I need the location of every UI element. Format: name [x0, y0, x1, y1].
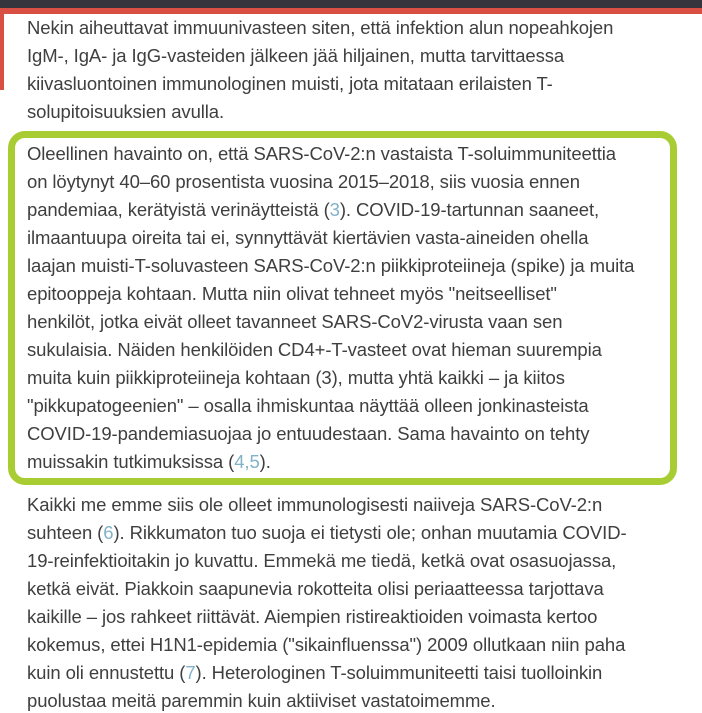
text-line [27, 448, 660, 476]
text-line [27, 140, 660, 168]
text-segment: kiivasluontoinen immunologinen muisti, jota mitataan erilaisten T- [27, 73, 553, 94]
text-segment: pandemiaa, kerätyistä verinäytteistä ( [27, 199, 330, 220]
paragraph-closing [27, 491, 702, 713]
reference-link[interactable]: 4,5 [234, 451, 260, 472]
text-segment: solupitoisuuksien avulla. [27, 101, 225, 122]
text-line [27, 420, 660, 448]
text-line [27, 575, 702, 603]
text-segment: ). COVID-19-tartunnan saaneet, [339, 199, 600, 220]
top-dark-bar [0, 0, 702, 8]
paragraph-intro [27, 14, 702, 126]
text-segment: sukulaisia. Näiden henkilöiden CD4+-T-vasteet ovat hieman suurempia [27, 339, 602, 360]
text-segment: laajan muisti-T-soluvasteen SARS-CoV-2:n piikkiproteiineja (spike) ja muita [27, 255, 635, 276]
text-segment: kaikille – jos rahkeet riittävät. Aiempien ristireaktioiden voimasta kertoo [27, 606, 598, 627]
reference-link[interactable]: 7 [185, 662, 196, 683]
text-segment: henkilöt, jotka eivät olleet tavanneet SARS-CoV2-virusta vaan sen [27, 311, 563, 332]
reference-link[interactable]: 3 [329, 199, 340, 220]
text-line [27, 42, 702, 70]
text-segment: IgM-, IgA- ja IgG-vasteiden jälkeen jää hiljainen, mutta tarvittaessa [27, 45, 565, 66]
text-segment: Nekin aiheuttavat immuunivasteen siten, että infektion alun nopeahkojen [27, 17, 614, 38]
text-line [27, 547, 702, 575]
text-line [27, 364, 660, 392]
text-segment: suhteen ( [27, 522, 104, 543]
article-content [0, 14, 702, 713]
text-segment: muita kuin piikkiproteiineja kohtaan (3), mutta yhtä kaikki – ja kiitos [27, 367, 565, 388]
text-line [27, 252, 660, 280]
text-segment: Oleellinen havainto on, että SARS-CoV-2:n vastaista T-soluimmuniteettia [27, 143, 616, 164]
text-segment: 19-reinfektioitakin jo kuvattu. Emmekä me tiedä, ketkä ovat osasuojassa, [27, 550, 617, 571]
text-segment: ilmaantuupa oireita tai ei, synnyttävät kiertävien vasta-aineiden ohella [27, 227, 589, 248]
text-line [27, 280, 660, 308]
text-line [27, 196, 660, 224]
text-segment: COVID-19-pandemiasuojaa jo entuudestaan. Sama havainto on tehty [27, 423, 590, 444]
text-line [27, 659, 702, 687]
text-line [27, 491, 702, 519]
text-line [27, 224, 660, 252]
text-segment: ). Rikkumaton tuo suoja ei tietysti ole; onhan muutamia COVID- [113, 522, 627, 543]
text-line [27, 392, 660, 420]
text-line [27, 519, 702, 547]
text-line [27, 603, 702, 631]
text-segment: ketkä eivät. Piakkoin saapunevia rokotteita olisi periaatteessa tarjottava [27, 578, 604, 599]
reference-link[interactable]: 6 [103, 522, 114, 543]
text-segment: on löytynyt 40–60 prosentista vuosina 2015–2018, siis vuosia ennen [27, 171, 580, 192]
text-segment: ). [259, 451, 271, 472]
text-segment: kuin oli ennustettu ( [27, 662, 186, 683]
text-line [27, 168, 660, 196]
text-line [27, 98, 702, 126]
text-segment: muissakin tutkimuksissa ( [27, 451, 235, 472]
text-segment: puolustaa meitä paremmin kuin aktiiviset vastatoimemme. [27, 690, 496, 711]
text-segment: ). Heterologinen T-soluimmuniteetti taisi tuolloinkin [195, 662, 603, 683]
text-line [27, 308, 660, 336]
text-line [27, 336, 660, 364]
text-segment: epitooppeja kohtaan. Mutta niin olivat tehneet myös "neitseelliset" [27, 283, 557, 304]
highlighted-paragraph-box [8, 131, 677, 485]
text-line [27, 687, 702, 713]
text-line [27, 14, 702, 42]
text-line [27, 70, 702, 98]
text-line [27, 631, 702, 659]
text-segment: Kaikki me emme siis ole olleet immunologisesti naiiveja SARS-CoV-2:n [27, 494, 603, 515]
text-segment: kokemus, ettei H1N1-epidemia ("sikainfluenssa") 2009 ollutkaan niin paha [27, 634, 626, 655]
text-segment: "pikkupatogeenien" – osalla ihmiskuntaa näyttää olleen jonkinasteista [27, 395, 589, 416]
